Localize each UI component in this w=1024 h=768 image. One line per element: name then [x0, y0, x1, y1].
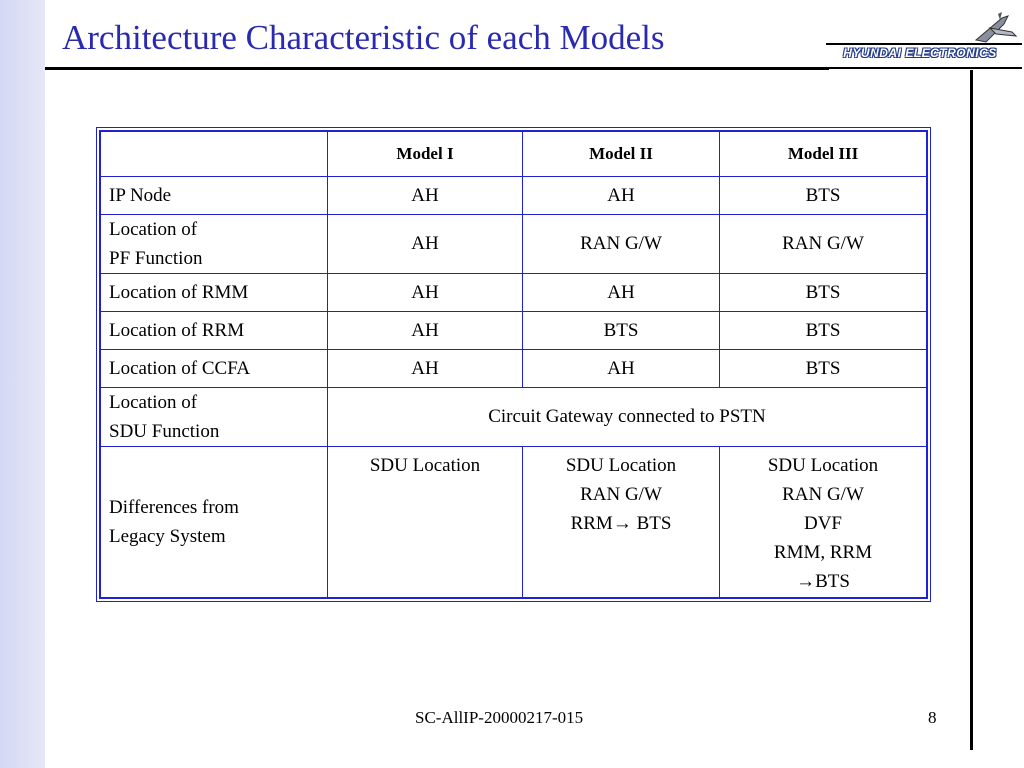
header-model-2: Model II: [523, 132, 720, 177]
table-cell: AH: [328, 177, 523, 215]
left-decorative-band: [0, 0, 45, 768]
cell-line: SDU Location: [565, 455, 677, 476]
table-cell: [720, 447, 927, 598]
slide-footer: SC-AllIP-20000217-015: [415, 708, 584, 727]
header-model-1: Model I: [328, 132, 523, 177]
cell-line: RRM→ BTS: [570, 513, 672, 534]
table-row: [101, 447, 927, 598]
table-cell: BTS: [720, 177, 927, 215]
right-vertical-rule: [970, 70, 973, 750]
table-cell: [523, 447, 720, 598]
row-label: Location of RRM: [101, 312, 328, 350]
row-label-line: Differences from: [109, 497, 239, 518]
table-cell: AH: [523, 274, 720, 312]
title-underline: [45, 67, 829, 70]
row-label-line: SDU Function: [109, 421, 220, 442]
table-cell: BTS: [720, 274, 927, 312]
table-cell: AH: [328, 312, 523, 350]
table-row: [101, 312, 927, 350]
row-label: IP Node: [101, 177, 328, 215]
row-label-line: PF Function: [109, 248, 203, 269]
table-cell: AH: [523, 350, 720, 388]
cell-line: DVF: [803, 513, 842, 534]
row-label: [101, 447, 328, 598]
company-logo: [826, 10, 1022, 74]
table-cell: BTS: [523, 312, 720, 350]
cell-line: SDU Location: [369, 455, 481, 476]
cell-line: RMM, RRM: [773, 542, 873, 563]
table-cell: AH: [328, 215, 523, 274]
row-label: Location of RMM: [101, 274, 328, 312]
cell-line: →BTS: [796, 571, 850, 592]
table-cell: AH: [328, 274, 523, 312]
row-label: Location of CCFA: [101, 350, 328, 388]
row-label-line: Legacy System: [109, 526, 226, 547]
row-label: [101, 215, 328, 274]
comparison-table: [96, 127, 931, 602]
header-empty: [101, 132, 328, 177]
row-label-line: Location of: [109, 392, 198, 413]
slide-title: Architecture Characteristic of each Models: [62, 18, 665, 57]
row-label: [101, 388, 328, 447]
table-cell: BTS: [720, 312, 927, 350]
table-header-row: [101, 132, 927, 177]
table-row: [101, 388, 927, 447]
cell-line: SDU Location: [767, 455, 879, 476]
header-model-3: Model III: [720, 132, 927, 177]
table-cell: RAN G/W: [523, 215, 720, 274]
merged-cell: Circuit Gateway connected to PSTN: [328, 388, 927, 447]
page-number: 8: [928, 708, 937, 727]
table-row: [101, 274, 927, 312]
logo-text: HYUNDAI ELECTRONICS: [843, 46, 997, 60]
table-cell: AH: [523, 177, 720, 215]
table-cell: BTS: [720, 350, 927, 388]
cell-line: RAN G/W: [580, 484, 662, 505]
row-label-line: Location of: [109, 219, 198, 240]
table-cell: RAN G/W: [720, 215, 927, 274]
table-cell: AH: [328, 350, 523, 388]
cell-line: RAN G/W: [782, 484, 864, 505]
table-row: [101, 350, 927, 388]
table-row: [101, 215, 927, 274]
table-cell: [328, 447, 523, 598]
table-row: [101, 177, 927, 215]
